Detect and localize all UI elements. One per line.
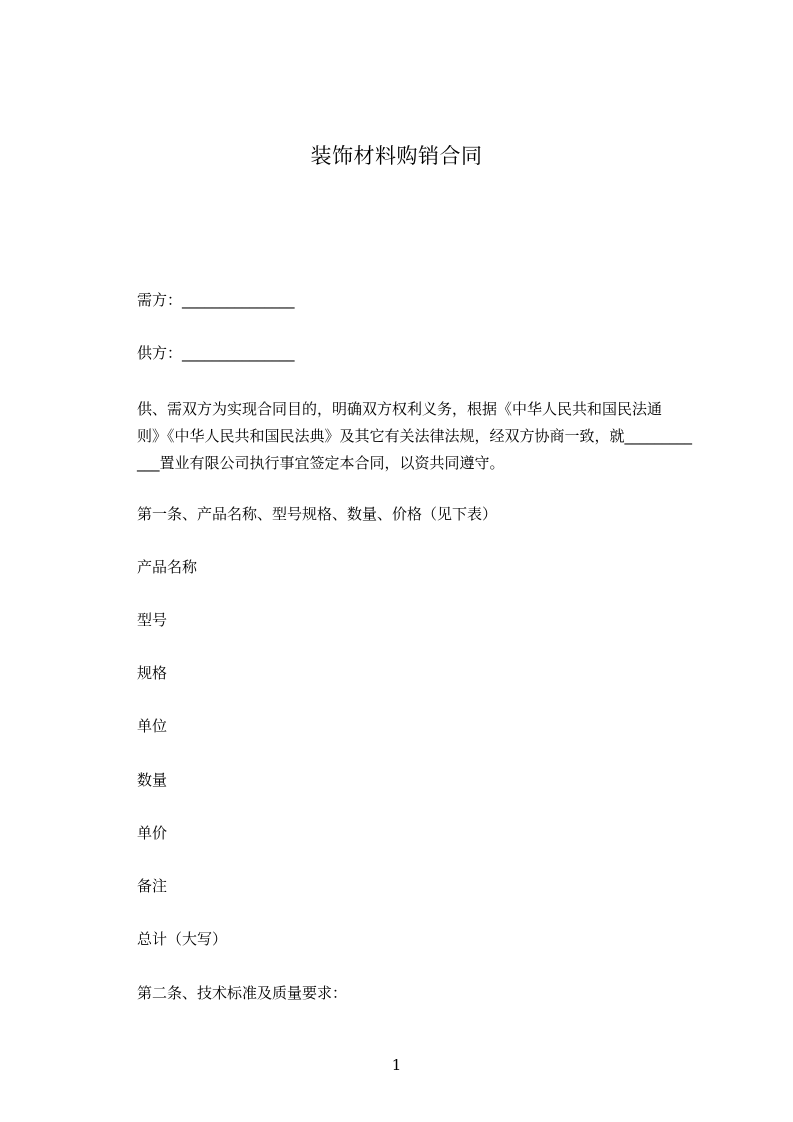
document-title: 装饰材料购销合同	[310, 144, 483, 168]
seller-blank: _______________	[182, 344, 295, 362]
seller-line	[137, 343, 295, 363]
field-remarks: 备注	[137, 877, 168, 895]
intro-line-1: 供、需双方为实现合同目的，明确双方权利义务，根据《中华人民共和国民法通	[137, 400, 663, 418]
field-unit-price: 单价	[137, 824, 168, 842]
intro-paragraph	[137, 396, 693, 477]
buyer-line	[137, 290, 295, 310]
article-1-heading: 第一条、产品名称、型号规格、数量、价格（见下表）	[137, 505, 498, 523]
field-unit: 单位	[137, 717, 168, 735]
page-number: 1	[391, 1056, 402, 1074]
intro-line-2: 则》《中华人民共和国民法典》及其它有关法律法规，经双方协商一致，就_________	[137, 427, 693, 445]
intro-line-3: ___置业有限公司执行事宜签定本合同，以资共同遵守。	[137, 454, 505, 472]
field-spec: 规格	[137, 664, 168, 682]
buyer-label: 需方：	[137, 291, 183, 309]
buyer-blank: _______________	[182, 291, 295, 309]
article-2-heading: 第二条、技术标准及质量要求：	[137, 984, 348, 1002]
seller-label: 供方：	[137, 344, 183, 362]
field-model: 型号	[137, 611, 168, 629]
field-product-name: 产品名称	[137, 558, 198, 576]
field-quantity: 数量	[137, 771, 168, 789]
field-total: 总计（大写）	[137, 930, 228, 948]
